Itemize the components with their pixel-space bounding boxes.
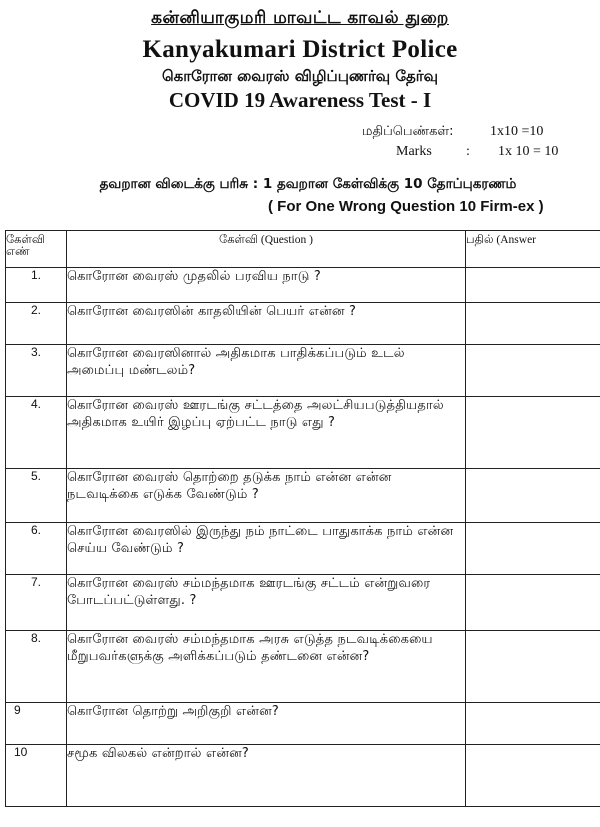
- table-header-row: [6, 231, 600, 268]
- penalty-english: ( For One Wrong Question 10 Firm-ex ): [268, 198, 544, 215]
- question-number: 3.: [6, 345, 67, 397]
- english-department-title: Kanyakumari District Police: [142, 36, 458, 63]
- question-number: 5.: [6, 469, 67, 523]
- english-test-title: COVID 19 Awareness Test - I: [168, 88, 432, 112]
- answer-cell[interactable]: [466, 631, 600, 703]
- marks-tamil-label: மதிப்பெண்கள்:: [362, 124, 454, 139]
- question-text: கொரோன வைரஸ் சம்மந்தமாக ஊரடங்கு சட்டம் என்றுவரை போடப்பட்டுள்ளது. ?: [67, 575, 466, 631]
- question-text: கொரோன வைரஸில் இருந்து நம் நாட்டை பாதுகாக்க நாம் என்ன செய்ய வேண்டும் ?: [67, 523, 466, 575]
- question-number: 7.: [6, 575, 67, 631]
- question-number: 10: [6, 745, 67, 807]
- tamil-department-title: கன்னியாகுமரி மாவட்ட காவல் துறை: [151, 8, 449, 28]
- answer-cell[interactable]: [466, 745, 600, 807]
- marks-tamil-line: [362, 124, 544, 140]
- question-text: சமூக விலகல் என்றால் என்ன?: [67, 745, 466, 807]
- question-number: 8.: [6, 631, 67, 703]
- answer-cell[interactable]: [466, 345, 600, 397]
- table-row: [6, 345, 600, 397]
- question-text: கொரோன வைரஸ் ஊரடங்கு சட்டத்தை அலட்சியபடுத்தியதால் அதிகமாக உயிர் இழப்பு ஏற்பட்ட நாடு எது ?: [67, 397, 466, 469]
- tamil-test-title: கொரோன வைரஸ் விழிப்புணர்வு தேர்வு: [161, 67, 438, 85]
- table-row: [6, 469, 600, 523]
- table-row: [6, 397, 600, 469]
- marks-english-line: [396, 144, 559, 160]
- header-answer: பதில் (Answer: [466, 231, 600, 268]
- question-text: கொரோன வைரஸ் தொற்றை தடுக்க நாம் என்ன என்ன நடவடிக்கை எடுக்க வேண்டும் ?: [67, 469, 466, 523]
- question-text: கொரோன வைரஸ் முதலில் பரவிய நாடு ?: [67, 268, 466, 303]
- question-text: கொரோன வைரஸின் காதலியின் பெயர் என்ன ?: [67, 303, 466, 345]
- answer-cell[interactable]: [466, 703, 600, 745]
- table-row: [6, 631, 600, 703]
- answer-cell[interactable]: [466, 469, 600, 523]
- answer-cell[interactable]: [466, 268, 600, 303]
- question-number: 2.: [6, 303, 67, 345]
- question-text: கொரோன வைரஸினால் அதிகமாக பாதிக்கப்படும் உடல் அமைப்பு மண்டலம்?: [67, 345, 466, 397]
- question-number: 9: [6, 703, 67, 745]
- table-row: [6, 268, 600, 303]
- answer-cell[interactable]: [466, 523, 600, 575]
- question-number: 1.: [6, 268, 67, 303]
- question-number: 6.: [6, 523, 67, 575]
- header-question: கேள்வி (Question ): [67, 231, 466, 268]
- answer-cell[interactable]: [466, 397, 600, 469]
- penalty-tamil: தவறான விடைக்கு பரிசு : 1 தவறான கேள்விக்கு 10 தோப்புகரணம்: [99, 176, 517, 192]
- table-row: [6, 575, 600, 631]
- marks-english-colon: :: [466, 144, 470, 159]
- table-row: [6, 703, 600, 745]
- answer-cell[interactable]: [466, 303, 600, 345]
- marks-tamil-value: 1x10 =10: [490, 124, 544, 139]
- question-text: கொரோன தொற்று அறிகுறி என்ன?: [67, 703, 466, 745]
- table-row: [6, 745, 600, 807]
- table-row: [6, 523, 600, 575]
- header-question-number: கேள்வி எண்: [6, 231, 67, 268]
- question-number: 4.: [6, 397, 67, 469]
- question-text: கொரோன வைரஸ் சம்மந்தமாக அரசு எடுத்த நடவடிக்கையை மீறுபவர்களுக்கு அளிக்கப்படும் தண்டனை என்ன?: [67, 631, 466, 703]
- question-table: [5, 230, 600, 807]
- marks-english-value: 1x 10 = 10: [498, 144, 559, 159]
- answer-cell[interactable]: [466, 575, 600, 631]
- marks-english-label: Marks: [396, 144, 432, 159]
- table-row: [6, 303, 600, 345]
